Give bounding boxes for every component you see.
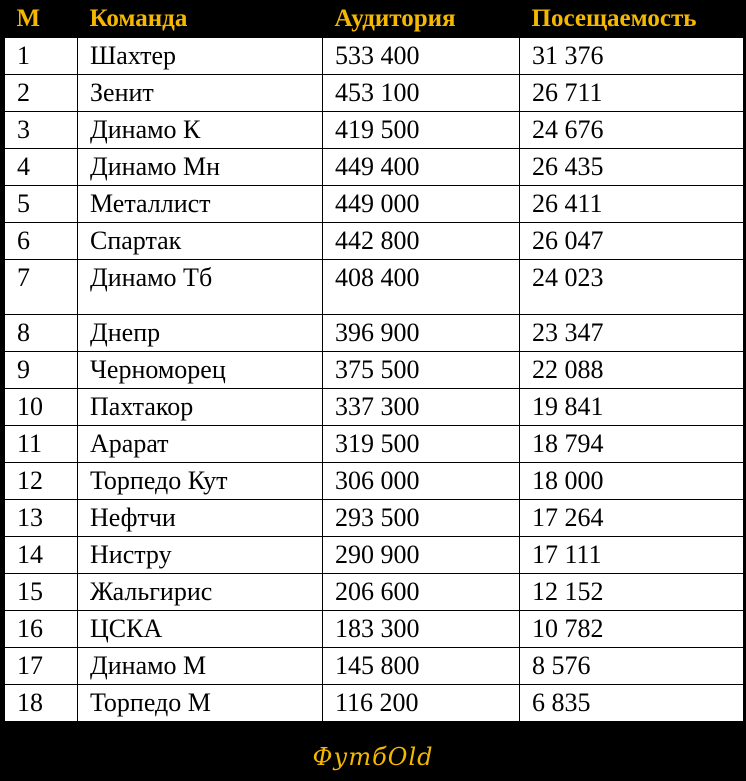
table-row (5, 611, 744, 648)
audience-cell: 145 800 (323, 648, 520, 685)
team-cell: Торпедо Кут (78, 463, 323, 500)
team-cell: Нефтчи (78, 500, 323, 537)
rank-cell: 9 (5, 352, 78, 389)
header-audience: Аудитория (323, 0, 520, 38)
rank-cell: 12 (5, 463, 78, 500)
audience-cell: 442 800 (323, 223, 520, 260)
rank-cell: 18 (5, 685, 78, 722)
attendance-cell: 24 676 (520, 112, 744, 149)
rank-cell: 8 (5, 315, 78, 352)
audience-cell: 449 000 (323, 186, 520, 223)
header-team: Команда (78, 0, 323, 38)
audience-cell: 337 300 (323, 389, 520, 426)
audience-cell: 375 500 (323, 352, 520, 389)
attendance-cell: 17 264 (520, 500, 744, 537)
team-cell: Динамо М (78, 648, 323, 685)
attendance-cell: 26 047 (520, 223, 744, 260)
table-row (5, 112, 744, 149)
attendance-cell: 12 152 (520, 574, 744, 611)
attendance-cell: 6 835 (520, 685, 744, 722)
table-row (5, 186, 744, 223)
team-cell: Спартак (78, 223, 323, 260)
table-row (5, 463, 744, 500)
rank-cell: 15 (5, 574, 78, 611)
rank-cell: 17 (5, 648, 78, 685)
audience-cell: 290 900 (323, 537, 520, 574)
team-cell: Нистру (78, 537, 323, 574)
audience-cell: 116 200 (323, 685, 520, 722)
audience-cell: 183 300 (323, 611, 520, 648)
rank-cell: 10 (5, 389, 78, 426)
team-cell: Черноморец (78, 352, 323, 389)
rank-cell: 6 (5, 223, 78, 260)
attendance-cell: 18 794 (520, 426, 744, 463)
audience-cell: 449 400 (323, 149, 520, 186)
rank-cell: 5 (5, 186, 78, 223)
attendance-cell: 8 576 (520, 648, 744, 685)
team-cell: Жальгирис (78, 574, 323, 611)
attendance-cell: 23 347 (520, 315, 744, 352)
table-row (5, 389, 744, 426)
rank-cell: 16 (5, 611, 78, 648)
attendance-cell: 31 376 (520, 38, 744, 75)
team-cell: ЦСКА (78, 611, 323, 648)
attendance-table (4, 0, 744, 722)
audience-cell: 453 100 (323, 75, 520, 112)
table-row (5, 315, 744, 352)
audience-cell: 419 500 (323, 112, 520, 149)
attendance-cell: 18 000 (520, 463, 744, 500)
audience-cell: 396 900 (323, 315, 520, 352)
header-rank: М (5, 0, 78, 38)
team-cell: Зенит (78, 75, 323, 112)
team-cell: Арарат (78, 426, 323, 463)
attendance-cell: 19 841 (520, 389, 744, 426)
rank-cell: 7 (5, 260, 78, 315)
team-cell: Металлист (78, 186, 323, 223)
header-attendance: Посещаемость (520, 0, 744, 38)
table-row (5, 537, 744, 574)
table-row (5, 149, 744, 186)
table-row (5, 223, 744, 260)
table-row (5, 648, 744, 685)
table-row (5, 500, 744, 537)
table-header (5, 0, 744, 38)
team-cell: Днепр (78, 315, 323, 352)
attendance-cell: 22 088 (520, 352, 744, 389)
audience-cell: 319 500 (323, 426, 520, 463)
team-cell: Торпедо М (78, 685, 323, 722)
rank-cell: 11 (5, 426, 78, 463)
footer-bar (0, 733, 746, 781)
audience-cell: 206 600 (323, 574, 520, 611)
team-cell: Динамо Тб (78, 260, 323, 315)
attendance-cell: 17 111 (520, 537, 744, 574)
team-cell: Динамо Мн (78, 149, 323, 186)
team-cell: Динамо К (78, 112, 323, 149)
rank-cell: 4 (5, 149, 78, 186)
team-cell: Пахтакор (78, 389, 323, 426)
attendance-cell: 26 435 (520, 149, 744, 186)
audience-cell: 293 500 (323, 500, 520, 537)
rank-cell: 14 (5, 537, 78, 574)
rank-cell: 2 (5, 75, 78, 112)
team-cell: Шахтер (78, 38, 323, 75)
rank-cell: 3 (5, 112, 78, 149)
attendance-cell: 24 023 (520, 260, 744, 315)
table-row (5, 352, 744, 389)
audience-cell: 533 400 (323, 38, 520, 75)
header-row (5, 0, 744, 38)
audience-cell: 306 000 (323, 463, 520, 500)
attendance-cell: 26 711 (520, 75, 744, 112)
attendance-cell: 10 782 (520, 611, 744, 648)
attendance-cell: 26 411 (520, 186, 744, 223)
audience-cell: 408 400 (323, 260, 520, 315)
rank-cell: 13 (5, 500, 78, 537)
brand-watermark: ФутбOld (312, 743, 434, 771)
table-row (5, 38, 744, 75)
table-row (5, 685, 744, 722)
table-body (5, 38, 744, 722)
table-row (5, 574, 744, 611)
table-row (5, 426, 744, 463)
rank-cell: 1 (5, 38, 78, 75)
table-row (5, 260, 744, 315)
table-row (5, 75, 744, 112)
